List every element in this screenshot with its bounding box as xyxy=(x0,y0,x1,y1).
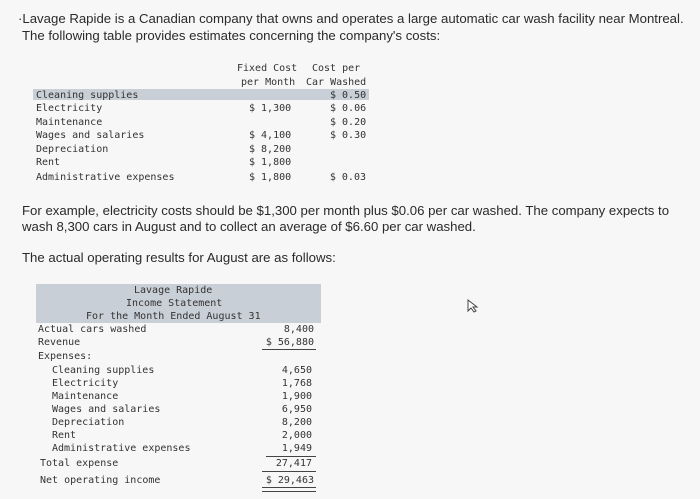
expense-label: Administrative expenses xyxy=(52,443,191,454)
fixed-cost-header-2: per Month xyxy=(241,77,296,88)
fixed-cost-header-1: Fixed Cost xyxy=(237,63,298,74)
net-operating-income-value: $ 29,463 xyxy=(265,475,314,486)
example-line-1: For example, electricity costs should be $1,300 per month plus $0.06 per car washed. The company expects to xyxy=(22,203,670,218)
variable-cost-header-1: Cost per xyxy=(312,63,361,74)
cost-row-fixed: $ 1,300 xyxy=(249,103,292,114)
revenue-underline xyxy=(262,349,316,350)
cars-washed-value: 8,400 xyxy=(283,324,314,335)
statement-subtitle: Income Statement xyxy=(126,298,223,309)
expense-label: Cleaning supplies xyxy=(52,365,155,376)
expense-value: 2,000 xyxy=(281,430,312,441)
cost-row-label: Electricity xyxy=(36,103,103,114)
total-expense-value: 27,417 xyxy=(275,458,312,469)
cost-row-variable: $ 0.30 xyxy=(330,130,367,141)
expense-value: 1,768 xyxy=(281,378,312,389)
expense-value: 1,900 xyxy=(281,391,312,402)
intro-line-2: The following table provides estimates concerning the company's costs: xyxy=(22,28,441,43)
expense-value: 1,949 xyxy=(281,443,312,454)
example-line-2: wash 8,300 cars in August and to collect an average of $6.60 per car washed. xyxy=(22,219,476,234)
cost-row-variable: $ 0.20 xyxy=(330,117,367,128)
intro-line-1: ·Lavage Rapide is a Canadian company that owns and operates a large automatic car wash facility near Montreal. xyxy=(18,11,684,26)
cost-row-label: Depreciation xyxy=(36,144,109,155)
cost-row-label: Cleaning supplies xyxy=(36,90,139,101)
expense-label: Maintenance xyxy=(52,391,119,402)
net-income-double-underline xyxy=(262,487,316,492)
total-underline xyxy=(262,471,316,472)
cost-row-label: Rent xyxy=(36,157,61,168)
expense-value: 8,200 xyxy=(281,417,312,428)
expense-label: Wages and salaries xyxy=(52,404,161,415)
cost-row-label: Administrative expenses xyxy=(36,172,175,183)
statement-title: Lavage Rapide xyxy=(134,285,213,296)
expenses-label: Expenses: xyxy=(38,351,93,362)
cost-row-fixed: $ 8,200 xyxy=(249,144,292,155)
cars-washed-label: Actual cars washed xyxy=(38,324,147,335)
revenue-label: Revenue xyxy=(38,337,81,348)
cost-row-label: Wages and salaries xyxy=(36,130,145,141)
variable-cost-header-2: Car Washed xyxy=(306,77,367,88)
net-operating-income-label: Net operating income xyxy=(40,475,161,486)
expense-label: Rent xyxy=(52,430,77,441)
cost-row-fixed: $ 1,800 xyxy=(249,172,292,183)
total-expense-label: Total expense xyxy=(40,458,119,469)
statement-period: For the Month Ended August 31 xyxy=(86,311,261,322)
mouse-cursor-icon xyxy=(466,298,482,314)
cost-row-variable: $ 0.50 xyxy=(330,90,367,101)
cost-row-label: Maintenance xyxy=(36,117,103,128)
cost-row-variable: $ 0.03 xyxy=(329,172,366,183)
cost-row-fixed: $ 1,800 xyxy=(249,157,292,168)
revenue-value: $ 56,880 xyxy=(265,337,314,348)
expense-label: Depreciation xyxy=(52,417,125,428)
expense-value: 6,950 xyxy=(281,404,312,415)
cost-row-variable: $ 0.06 xyxy=(330,103,367,114)
actual-results-intro: The actual operating results for August are as follows: xyxy=(22,250,336,265)
expense-label: Electricity xyxy=(52,378,119,389)
cost-row-fixed: $ 4,100 xyxy=(249,130,292,141)
expense-value: 4,650 xyxy=(281,365,312,376)
